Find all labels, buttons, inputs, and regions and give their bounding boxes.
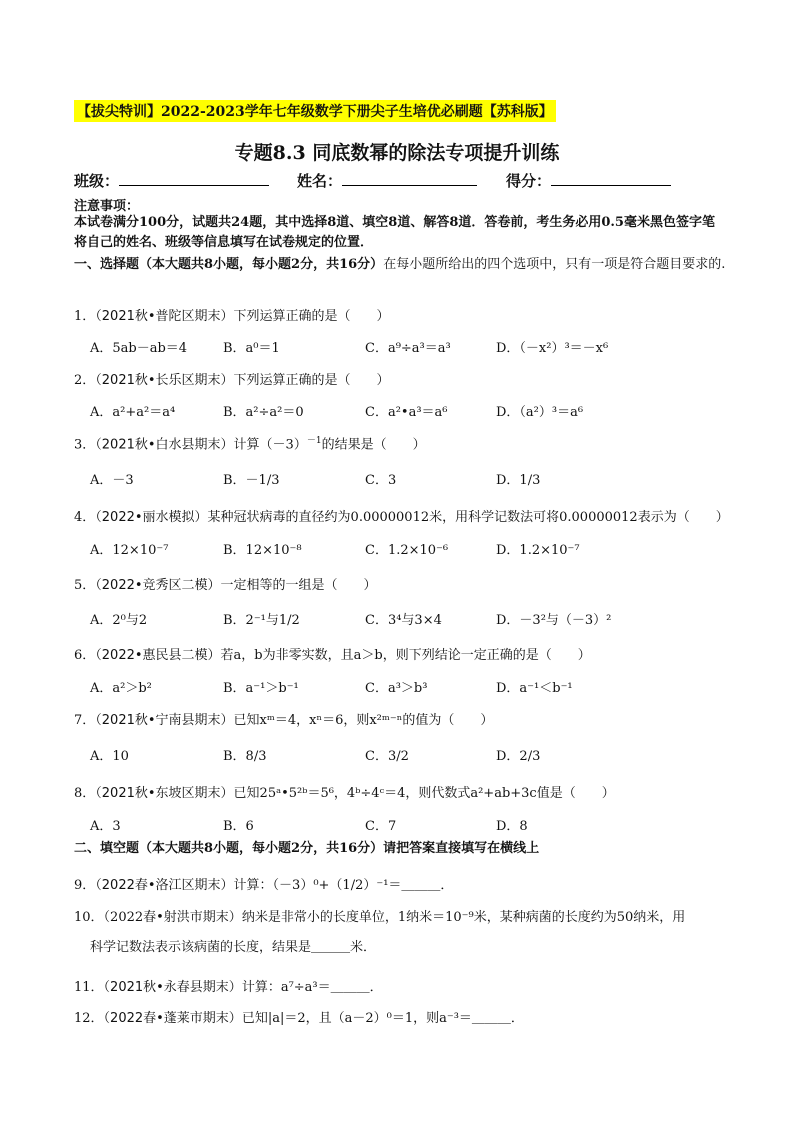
option-b[interactable]: B．6 [223,819,254,834]
question-source: （2021秋•宁南县期末） [95,713,234,728]
question-11 [74,976,734,995]
option-b[interactable]: B．a⁰＝1 [223,341,280,356]
option-a[interactable]: A．3 [90,819,121,834]
option-a[interactable]: A．－3 [90,473,134,488]
option-d[interactable]: D．a⁻¹＜b⁻¹ [496,681,573,696]
question-6 [74,644,734,663]
question-7 [74,709,734,728]
question-2 [74,369,734,388]
question-12 [74,1007,734,1026]
question-stem: 下列运算正确的是（ ） [233,309,390,324]
question-source: （2022春•射洪市期末） [103,910,242,925]
question-number: 8． [74,786,96,801]
class-blank[interactable] [119,171,269,186]
question-stem: 计算：a⁷÷a³＝＿＿＿． [241,980,383,995]
option-a[interactable]: A．a²+a²＝a⁴ [90,405,176,420]
question-3 [74,433,734,452]
question-number: 6． [74,648,96,663]
option-b[interactable]: B．－1/3 [223,473,280,488]
option-d[interactable]: D．1/3 [496,473,541,488]
question-stem: 下列运算正确的是（ ） [233,373,390,388]
question-number: 7． [74,713,96,728]
option-c[interactable]: C．a⁹÷a³＝a³ [365,341,451,356]
question-number: 4． [74,510,96,525]
question-stem: 一定相等的一组是（ ） [220,578,377,593]
score-label: 得分： [506,172,552,190]
question-source: （2021秋•普陀区期末） [95,309,234,324]
option-b[interactable]: B．2⁻¹与1/2 [223,613,300,628]
question-source: （2021秋•白水县期末） [95,437,234,453]
option-d[interactable]: D．－3²与（－3）² [496,613,612,628]
option-d[interactable]: D．2/3 [496,749,541,764]
question-source: （2022春•洛江区期末） [95,878,234,893]
option-d[interactable]: D．1.2×10⁻⁷ [496,543,580,558]
section-fill [74,838,729,859]
question-source: （2022•惠民县二模） [95,648,221,663]
class-field [74,170,269,191]
notes-heading: 注意事项： [74,199,140,214]
question-8 [74,782,734,801]
question-stem: 已知25ᵃ•5²ᵇ＝5⁶，4ᵇ÷4ᶜ＝4，则代数式a²+ab+3c值是（ ） [233,786,615,801]
question-stem-end: 的结果是（ ） [321,437,426,453]
question-source: （2021秋•长乐区期末） [95,373,234,388]
option-b[interactable]: B．a²÷a²＝0 [223,405,304,420]
score-blank[interactable] [551,171,671,186]
option-c[interactable]: C．3/2 [365,749,409,764]
question-10 [74,903,734,963]
question-source: （2022•丽水模拟） [95,510,208,525]
option-d[interactable]: D．（－x²）³＝－x⁶ [496,341,609,356]
question-stem: 某种冠状病毒的直径约为0.00000012米，用科学记数法可将0.00000012表示为（ ） [207,510,729,525]
question-stem: 若a，b为非零实数，且a＞b，则下列结论一定正确的是（ ） [220,648,591,663]
question-source: （2022•竞秀区二模） [95,578,221,593]
question-stem: 计算（－3） [233,437,307,453]
section-fill-heading: 二、填空题（本大题共8小题，每小题2分，共16分）请把答案直接填写在横线上 [74,841,540,856]
question-4 [74,506,734,525]
option-c[interactable]: C．3 [365,473,397,488]
question-source: （2021秋•永春县期末） [103,980,242,995]
question-stem: 纳米是非常小的长度单位，1纳米＝10⁻⁹米，某种病菌的长度约为50纳米，用 [241,910,686,925]
question-stem: 已知|a|＝2，且（a－2）⁰＝1，则a⁻³＝＿＿＿． [241,1011,524,1026]
section-choice-heading: 一、选择题（本大题共8小题，每小题2分，共16分） [74,257,384,272]
option-d[interactable]: D．8 [496,819,528,834]
question-5 [74,574,734,593]
exponent: －1 [306,436,322,446]
question-number: 10． [74,910,104,925]
option-c[interactable]: C．a²•a³＝a⁶ [365,405,448,420]
name-label: 姓名： [297,172,343,190]
option-a[interactable]: A．10 [90,749,129,764]
question-source: （2022春•蓬莱市期末） [103,1011,242,1026]
question-number: 2． [74,373,96,388]
question-stem: 计算：（－3）⁰+（1/2）⁻¹＝＿＿＿． [233,878,454,893]
section-choice [74,254,729,275]
question-9 [74,874,734,893]
question-stem: 已知xᵐ＝4，xⁿ＝6，则x²ᵐ⁻ⁿ的值为（ ） [233,713,494,728]
page-title: 专题8.3 同底数幂的除法专项提升训练 [234,142,560,164]
option-c[interactable]: C．7 [365,819,397,834]
option-c[interactable]: C．a³＞b³ [365,681,428,696]
name-field [297,170,477,191]
question-number: 5． [74,578,96,593]
option-b[interactable]: B．a⁻¹＞b⁻¹ [223,681,299,696]
option-d[interactable]: D．（a²）³＝a⁶ [496,405,584,420]
option-b[interactable]: B．12×10⁻⁸ [223,543,302,558]
notes-text: 本试卷满分100分，试题共24题，其中选择8道、填空8道、解答8道．答卷前，考生务必用0.5毫米黑色签字笔将自己的姓名、班级等信息填写在试卷规定的位置． [74,215,715,250]
option-c[interactable]: C．1.2×10⁻⁶ [365,543,449,558]
section-choice-note: 在每小题所给出的四个选项中，只有一项是符合题目要求的. [383,257,726,272]
option-a[interactable]: A．a²＞b² [90,681,152,696]
option-a[interactable]: A．12×10⁻⁷ [90,543,169,558]
score-field [506,170,671,191]
option-c[interactable]: C．3⁴与3×4 [365,613,442,628]
option-a[interactable]: A．5ab－ab＝4 [90,341,188,356]
question-1 [74,305,734,324]
name-blank[interactable] [342,171,477,186]
question-source: （2021秋•东坡区期末） [95,786,234,801]
question-stem-cont: 科学记数法表示该病菌的长度，结果是＿＿＿米． [90,940,377,955]
question-number: 3． [74,437,96,453]
question-number: 11． [74,980,104,995]
option-a[interactable]: A．2⁰与2 [90,613,148,628]
series-banner: 【拔尖特训】2022-2023学年七年级数学下册尖子生培优必刷题【苏科版】 [74,100,556,122]
question-number: 1． [74,309,96,324]
question-number: 9． [74,878,96,893]
option-b[interactable]: B．8/3 [223,749,267,764]
class-label: 班级： [74,172,120,190]
question-number: 12． [74,1011,104,1026]
